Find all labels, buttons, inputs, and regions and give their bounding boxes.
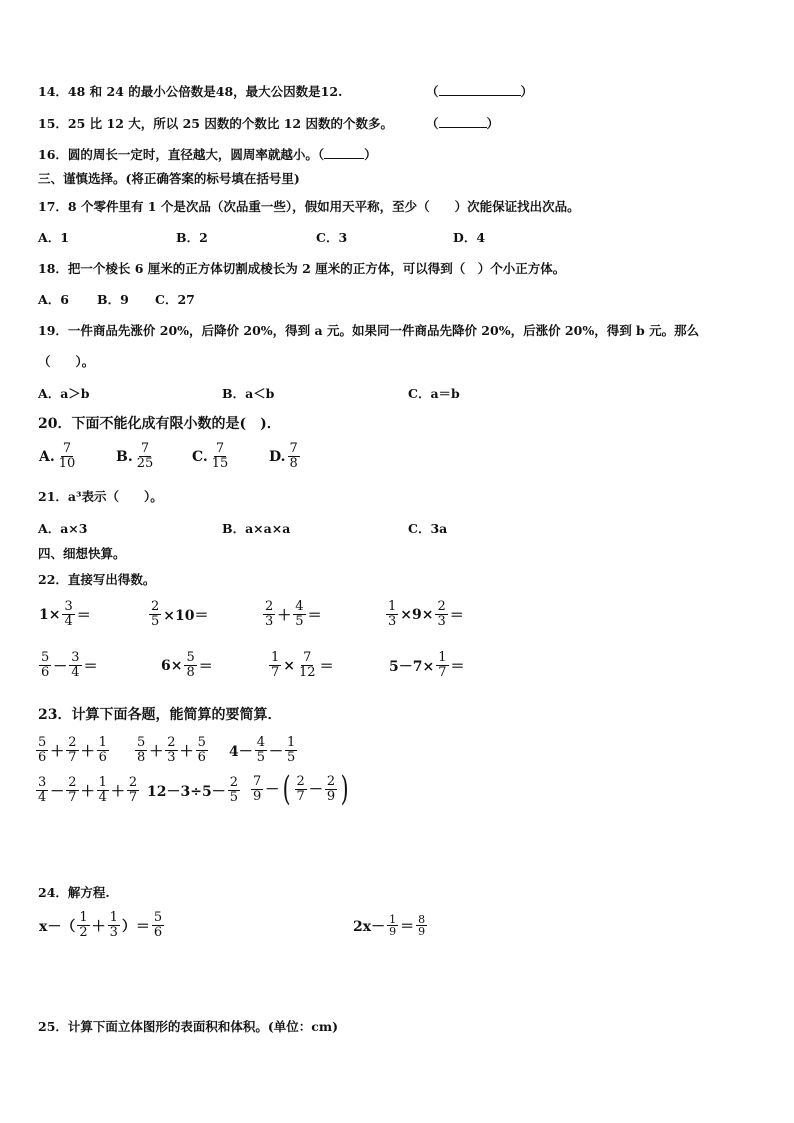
question-14: 14．48 和 24 的最小公倍数是48，最大公因数是12. <box>38 84 343 99</box>
expr-23-5: 12－3÷5－ $\frac{2}{5}$ <box>147 775 238 805</box>
question-25: 25．计算下面立体图形的表面积和体积。(单位：cm) <box>38 1019 339 1034</box>
option-21-a[interactable]: A．a×3 <box>38 521 88 536</box>
expr-22-7: $\frac{1}{7}$ × $\frac{7}{12}$ ＝ <box>271 650 334 680</box>
question-18: 18．把一个棱长 6 厘米的正方体切割成棱长为 2 厘米的正方体，可以得到（ ）个小正方体。 <box>38 261 566 276</box>
expr-22-1: 1× $\frac{3}{4}$ ＝ <box>39 599 91 629</box>
question-21: 21．a³表示（ ）。 <box>38 489 163 504</box>
fraction: $\frac{7}{8}$ <box>289 441 298 471</box>
question-19-line1: 19．一件商品先涨价 20%，后降价 20%，得到 a 元。如果同一件商品先降价 20%，后涨价 20%，得到 b 元。那么 <box>38 323 700 338</box>
expr-23-3: 4－ $\frac{4}{5}$ － $\frac{1}{5}$ <box>229 735 296 765</box>
question-17: 17．8 个零件里有 1 个是次品（次品重一些），假如用天平称，至少（ ）次能保证找出次品。 <box>38 199 580 214</box>
expr-22-4: $\frac{1}{3}$ ×9× $\frac{2}{3}$ ＝ <box>388 599 464 629</box>
option-18-c[interactable]: C．27 <box>155 292 195 307</box>
question-24: 24．解方程. <box>38 885 110 900</box>
expr-23-2: $\frac{5}{8}$ ＋ $\frac{2}{3}$ ＋ $\frac{5}{6}$ <box>137 735 206 765</box>
question-15: 15．25 比 12 大，所以 25 因数的个数比 12 因数的个数多。 <box>38 116 393 131</box>
expr-22-3: $\frac{2}{3}$ ＋ $\frac{4}{5}$ ＝ <box>265 599 322 629</box>
expr-22-5: $\frac{5}{6}$ － $\frac{3}{4}$ ＝ <box>41 650 98 680</box>
answer-blank-14[interactable]: （ ） <box>426 84 534 99</box>
answer-blank-16[interactable] <box>324 147 364 159</box>
section-4-heading: 四、细想快算。 <box>38 546 126 561</box>
expr-23-4: $\frac{3}{4}$ － $\frac{2}{7}$ ＋ $\frac{1}{4}$ ＋ $\frac{2}{7}$ <box>38 775 138 805</box>
question-23: 23．计算下面各题，能简算的要简算． <box>38 707 282 723</box>
option-18-b[interactable]: B．9 <box>97 292 129 307</box>
option-18-a[interactable]: A．6 <box>38 292 69 307</box>
expr-22-2: $\frac{2}{5}$ ×10＝ <box>151 599 209 629</box>
question-20: 20．下面不能化成有限小数的是( )． <box>38 416 281 432</box>
option-17-c[interactable]: C．3 <box>316 230 348 245</box>
fraction: $\frac{7}{25}$ <box>136 441 154 471</box>
expr-22-8: 5－7× $\frac{1}{7}$ ＝ <box>389 650 465 680</box>
option-21-c[interactable]: C．3a <box>408 521 448 536</box>
option-20-b[interactable]: B. $\frac{7}{25}$ <box>116 441 154 471</box>
option-21-b[interactable]: B．a×a×a <box>222 521 291 536</box>
section-3-heading: 三、谨慎选择。(将正确答案的标号填在括号里) <box>38 171 300 186</box>
option-17-d[interactable]: D．4 <box>453 230 486 245</box>
option-19-c[interactable]: C．a＝b <box>408 386 460 401</box>
expr-23-1: $\frac{5}{6}$ ＋ $\frac{2}{7}$ ＋ $\frac{1}{6}$ <box>38 735 107 765</box>
right-paren-icon: ) <box>340 769 349 809</box>
expr-22-6: 6× $\frac{5}{8}$ ＝ <box>161 650 213 680</box>
option-17-b[interactable]: B．2 <box>176 230 208 245</box>
equation-24-1: x－（ $\frac{1}{2}$ ＋ $\frac{1}{3}$ ）＝ $\frac{5}{6}$ <box>39 910 163 940</box>
option-20-a[interactable]: A. $\frac{7}{10}$ <box>39 441 76 471</box>
option-19-a[interactable]: A．a＞b <box>38 386 90 401</box>
option-20-d[interactable]: D. $\frac{7}{8}$ <box>269 441 298 471</box>
question-16: 16．圆的周长一定时，直径越大，圆周率就越小。（ ） <box>38 147 377 162</box>
fraction: $\frac{7}{15}$ <box>211 441 229 471</box>
option-17-a[interactable]: A．1 <box>38 230 69 245</box>
option-20-c[interactable]: C. $\frac{7}{15}$ <box>192 441 229 471</box>
answer-blank-15[interactable]: （ ） <box>426 116 500 131</box>
expr-23-6: $\frac{7}{9}$ － ( $\frac{2}{7}$ － $\frac{2}{9}$ ) <box>253 769 349 809</box>
equation-24-2: 2x－ $\frac{1}{9}$ ＝ $\frac{8}{9}$ <box>353 913 426 938</box>
option-19-b[interactable]: B．a＜b <box>222 386 275 401</box>
fraction: $\frac{7}{10}$ <box>58 441 76 471</box>
left-paren-icon: ( <box>282 769 291 809</box>
question-22: 22．直接写出得数。 <box>38 572 156 587</box>
question-19-line2: （ ）。 <box>38 354 95 369</box>
